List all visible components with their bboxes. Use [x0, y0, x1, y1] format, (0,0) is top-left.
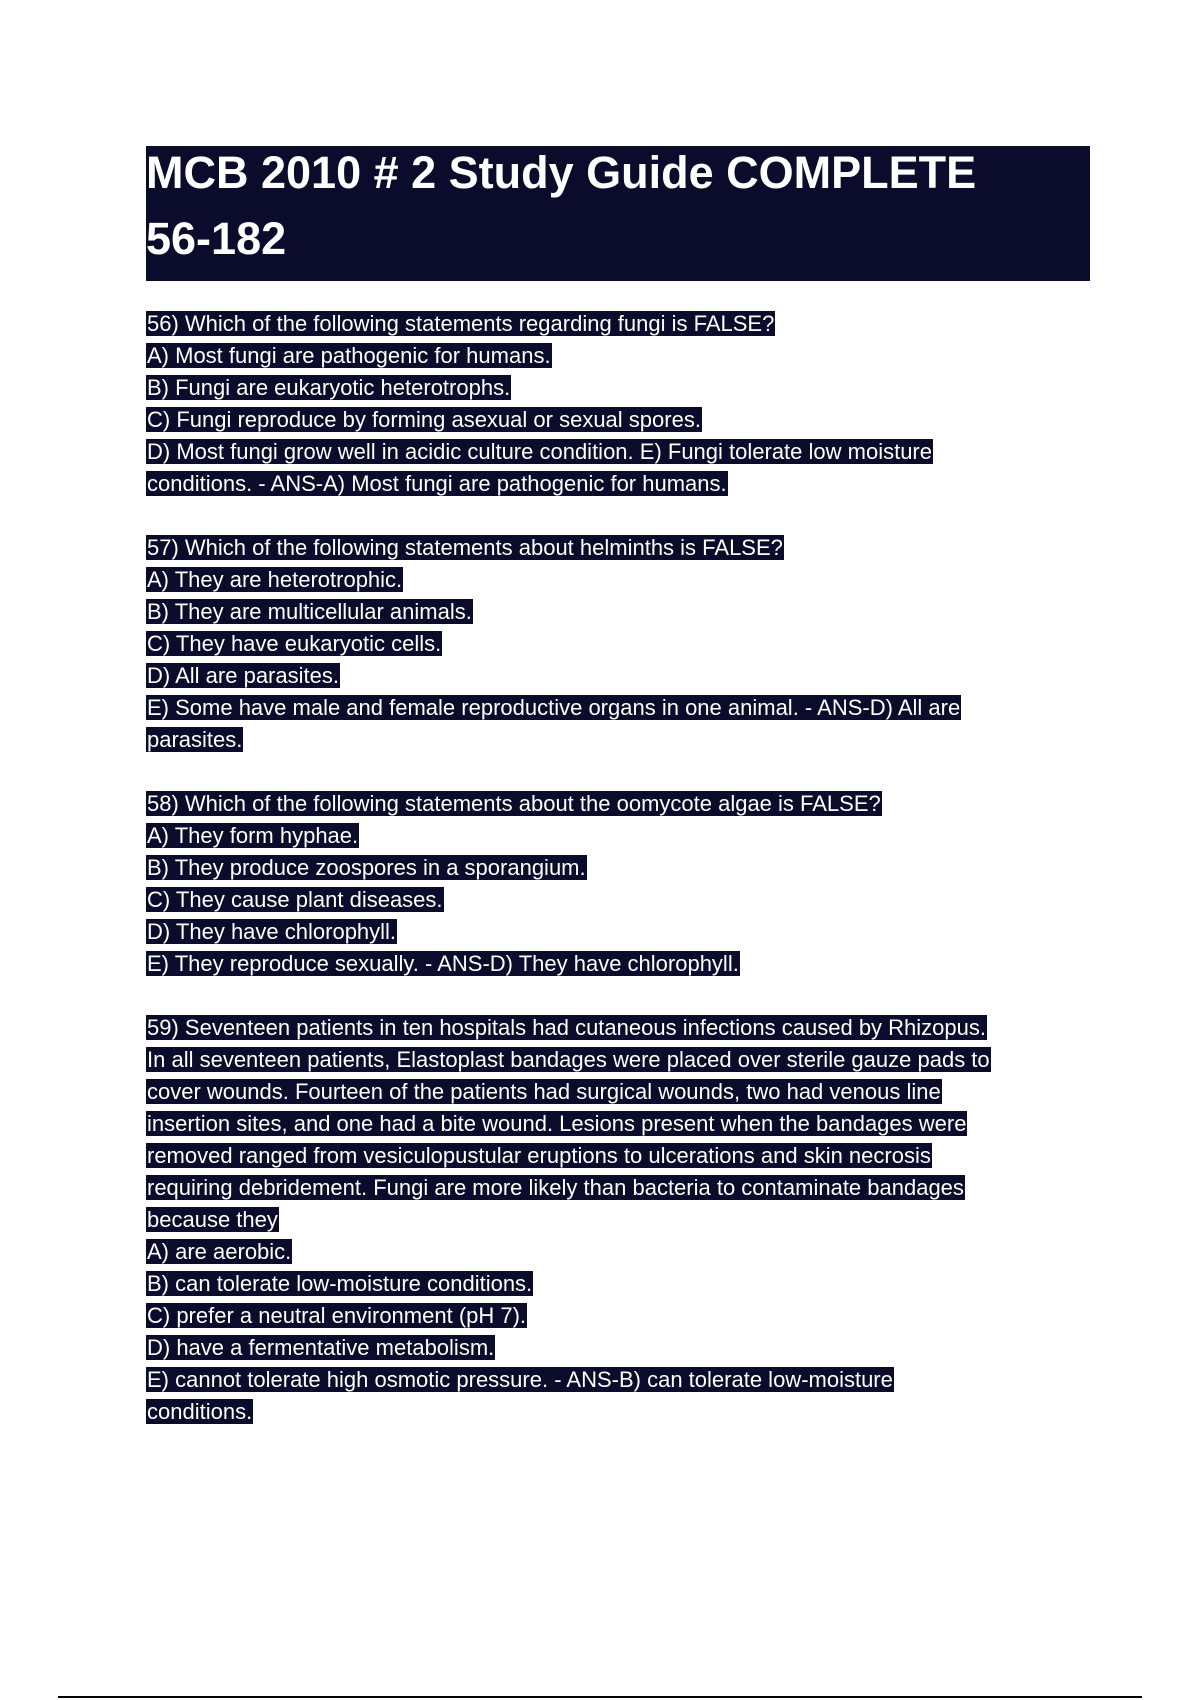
question-line: 58) Which of the following statements about the oomycote algae is FALSE? — [147, 791, 881, 816]
answer-option: A) They are heterotrophic. — [147, 567, 403, 592]
question-line: 59) Seventeen patients in ten hospitals had cutaneous infections caused by Rhizopus. — [147, 1015, 986, 1040]
answer-option: B) Fungi are eukaryotic heterotrophs. — [147, 375, 511, 400]
question-line: insertion sites, and one had a bite wound. Lesions present when the bandages were — [147, 1111, 967, 1136]
answer-option: B) They are multicellular animals. — [147, 599, 472, 624]
question-line: because they — [147, 1207, 278, 1232]
answer-key: conditions. - ANS-A) Most fungi are pathogenic for humans. — [147, 471, 727, 496]
question-line: cover wounds. Fourteen of the patients had surgical wounds, two had venous line — [147, 1079, 941, 1104]
answer-option: C) They have eukaryotic cells. — [147, 631, 442, 656]
question-56 — [146, 308, 1096, 500]
answer-option: D) They have chlorophyll. — [147, 919, 397, 944]
answer-option: C) Fungi reproduce by forming asexual or sexual spores. — [147, 407, 701, 432]
answer-option: E) cannot tolerate high osmotic pressure. - ANS-B) can tolerate low-moisture — [147, 1367, 893, 1392]
answer-option: D) Most fungi grow well in acidic culture condition. E) Fungi tolerate low moisture — [147, 439, 932, 464]
answer-option: E) Some have male and female reproductive organs in one animal. - ANS-D) All are — [147, 695, 961, 720]
answer-option: C) prefer a neutral environment (pH 7). — [147, 1303, 527, 1328]
question-59 — [146, 1012, 1096, 1428]
question-line: In all seventeen patients, Elastoplast bandages were placed over sterile gauze pads to — [147, 1047, 990, 1072]
question-line: removed ranged from vesiculopustular eruptions to ulcerations and skin necrosis — [147, 1143, 931, 1168]
answer-key: parasites. — [147, 727, 243, 752]
answer-option: A) are aerobic. — [147, 1239, 292, 1264]
answer-option: A) Most fungi are pathogenic for humans. — [147, 343, 551, 368]
answer-key: E) They reproduce sexually. - ANS-D) They have chlorophyll. — [147, 951, 739, 976]
document-title-line-1: MCB 2010 # 2 Study Guide COMPLETE — [146, 147, 977, 198]
question-58 — [146, 788, 1096, 980]
answer-option: A) They form hyphae. — [147, 823, 359, 848]
answer-option: D) have a fermentative metabolism. — [147, 1335, 495, 1360]
answer-option: C) They cause plant diseases. — [147, 887, 443, 912]
answer-option: D) All are parasites. — [147, 663, 339, 688]
question-line: 57) Which of the following statements about helminths is FALSE? — [147, 535, 783, 560]
questions-list — [146, 308, 1096, 1460]
footer-divider — [58, 1696, 1142, 1698]
answer-option: B) can tolerate low-moisture conditions. — [147, 1271, 533, 1296]
question-line: 56) Which of the following statements regarding fungi is FALSE? — [147, 311, 775, 336]
document-title-line-2: 56-182 — [146, 213, 287, 264]
answer-key: conditions. — [147, 1399, 253, 1424]
question-line: requiring debridement. Fungi are more likely than bacteria to contaminate bandages — [147, 1175, 964, 1200]
answer-option: B) They produce zoospores in a sporangium. — [147, 855, 586, 880]
question-57 — [146, 532, 1096, 756]
